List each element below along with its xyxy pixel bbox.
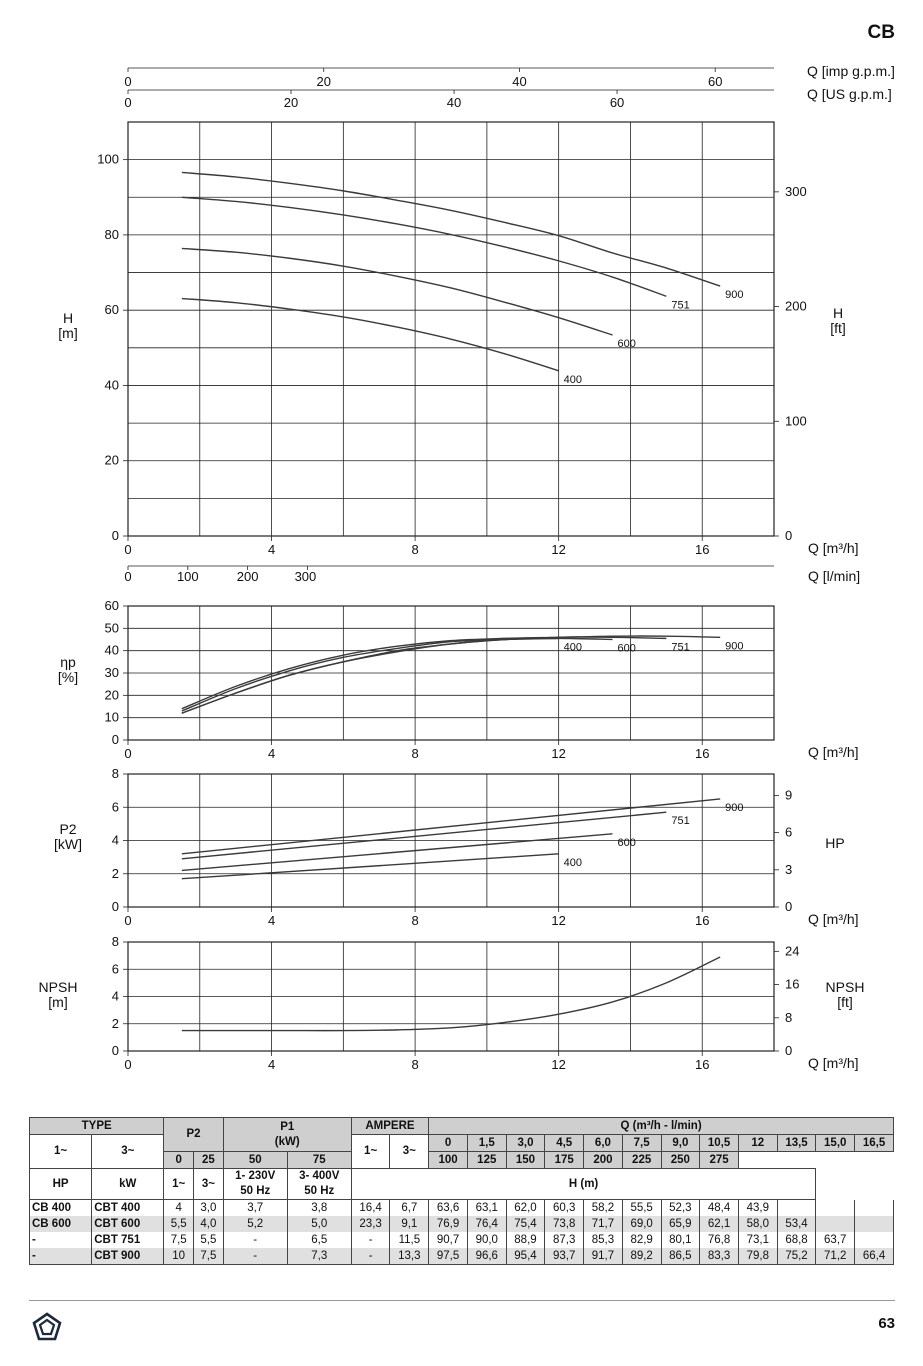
y-tick-label: 80 bbox=[104, 226, 119, 242]
table-cell bbox=[816, 1216, 855, 1232]
table-cell: 63,7 bbox=[816, 1232, 855, 1248]
q-lmin-cell: 250 bbox=[661, 1152, 700, 1169]
table-cell: 90,0 bbox=[467, 1232, 506, 1248]
table-cell: CBT 400 bbox=[92, 1200, 164, 1217]
x-tick-label: 8 bbox=[411, 542, 419, 557]
table-cell: 80,1 bbox=[661, 1232, 700, 1248]
table-cell: CBT 600 bbox=[92, 1216, 164, 1232]
y-tick-label: 0 bbox=[111, 899, 119, 914]
q-m3h-cell: 12 bbox=[738, 1135, 777, 1152]
table-cell: 75,2 bbox=[777, 1248, 816, 1265]
col-hp: HP bbox=[30, 1169, 92, 1200]
table-cell: 91,7 bbox=[584, 1248, 623, 1265]
col-type: TYPE bbox=[30, 1118, 164, 1135]
curve-600 bbox=[182, 638, 613, 713]
x-tick-label: 16 bbox=[694, 542, 710, 557]
y2-axis-label: NPSH [ft] bbox=[825, 979, 865, 1010]
table-cell: 86,5 bbox=[661, 1248, 700, 1265]
curve-label-400: 400 bbox=[563, 856, 583, 869]
y2-tick-label: 100 bbox=[785, 413, 807, 429]
curve-400 bbox=[182, 638, 559, 711]
table-cell: 6,5 bbox=[287, 1232, 351, 1248]
col-p1-3phase: 3~ bbox=[194, 1169, 224, 1200]
y-axis-label: H [m] bbox=[58, 310, 78, 341]
y-tick-label: 10 bbox=[104, 709, 119, 725]
y-tick-label: 0 bbox=[111, 732, 119, 747]
q-lmin-cell: 175 bbox=[545, 1152, 584, 1169]
pump-data-table bbox=[29, 1117, 894, 1265]
table-cell: 97,5 bbox=[429, 1248, 468, 1265]
col-kw: kW bbox=[92, 1169, 164, 1200]
y2-tick-label: 0 bbox=[785, 899, 793, 914]
x-tick-label: 16 bbox=[694, 913, 710, 928]
table-row bbox=[30, 1216, 894, 1232]
table-cell: 4 bbox=[164, 1200, 194, 1217]
top-imp-tick-label: 0 bbox=[124, 74, 132, 89]
table-cell: 62,1 bbox=[700, 1216, 739, 1232]
table-cell: 23,3 bbox=[351, 1216, 390, 1232]
x-tick-label: 8 bbox=[411, 1057, 419, 1072]
x-axis-label: Q [m³/h] bbox=[808, 540, 859, 556]
col-3phase: 3~ bbox=[92, 1135, 164, 1169]
curve-label-600: 600 bbox=[617, 836, 636, 849]
x-tick-label: 12 bbox=[551, 542, 566, 557]
y2-tick-label: 200 bbox=[785, 298, 807, 314]
x-axis-label: Q [m³/h] bbox=[808, 744, 859, 760]
col-voltage-3phase: 3- 400V 50 Hz bbox=[287, 1169, 351, 1200]
curve-600 bbox=[182, 248, 613, 335]
curve-751 bbox=[182, 637, 667, 713]
table-cell: 95,4 bbox=[506, 1248, 545, 1265]
y2-tick-label: 3 bbox=[785, 861, 793, 877]
x-tick-label: 4 bbox=[267, 913, 276, 928]
y2-tick-label: 9 bbox=[785, 787, 793, 803]
table-cell: 9,1 bbox=[390, 1216, 429, 1232]
table-cell: CBT 751 bbox=[92, 1232, 164, 1248]
q-m3h-cell: 9,0 bbox=[661, 1135, 700, 1152]
col-q: Q (m³/h - l/min) bbox=[429, 1118, 894, 1135]
y-tick-label: 0 bbox=[111, 528, 119, 543]
table-cell: 11,5 bbox=[390, 1232, 429, 1248]
y2-tick-label: 0 bbox=[785, 528, 793, 543]
brand-logo-icon bbox=[32, 1312, 62, 1342]
curve-label-900: 900 bbox=[725, 640, 744, 653]
q-m3h-cell: 6,0 bbox=[584, 1135, 623, 1152]
curve-label-600: 600 bbox=[617, 338, 636, 351]
x2-tick-label: 200 bbox=[236, 569, 259, 584]
q-m3h-cell: 3,0 bbox=[506, 1135, 545, 1152]
table-row bbox=[30, 1248, 894, 1265]
table-cell bbox=[816, 1200, 855, 1217]
x-tick-label: 0 bbox=[124, 542, 132, 557]
col-p1: P1 (kW) bbox=[223, 1118, 351, 1152]
q-m3h-cell: 0 bbox=[429, 1135, 468, 1152]
table-cell: 7,3 bbox=[287, 1248, 351, 1265]
y2-tick-label: 0 bbox=[785, 1043, 793, 1058]
page-number: 63 bbox=[878, 1315, 895, 1332]
top-imp-tick-label: 40 bbox=[512, 74, 527, 89]
table-row bbox=[30, 1200, 894, 1217]
table-cell: 71,2 bbox=[816, 1248, 855, 1265]
y-axis-label: ηp [%] bbox=[57, 654, 79, 685]
curve-label-900: 900 bbox=[725, 801, 744, 814]
q-lmin-cell: 125 bbox=[467, 1152, 506, 1169]
table-cell: CB 600 bbox=[30, 1216, 92, 1232]
y-tick-label: 30 bbox=[104, 665, 119, 680]
table-cell bbox=[855, 1232, 894, 1248]
y2-axis-label: HP bbox=[825, 835, 845, 851]
y-tick-label: 2 bbox=[111, 1015, 119, 1031]
table-cell: 43,9 bbox=[738, 1200, 777, 1217]
table-cell bbox=[855, 1216, 894, 1232]
x-tick-label: 0 bbox=[124, 913, 132, 928]
table-cell: 65,9 bbox=[661, 1216, 700, 1232]
y-tick-label: 0 bbox=[111, 1043, 119, 1058]
x-tick-label: 4 bbox=[267, 1057, 276, 1072]
curve-label-600: 600 bbox=[617, 642, 636, 655]
table-cell: 75,4 bbox=[506, 1216, 545, 1232]
y-axis-label: P2 [kW] bbox=[54, 821, 82, 852]
table-cell: 69,0 bbox=[622, 1216, 661, 1232]
table-cell: 7,5 bbox=[164, 1232, 194, 1248]
q-m3h-cell: 7,5 bbox=[622, 1135, 661, 1152]
table-cell: 5,2 bbox=[223, 1216, 287, 1232]
x-axis-label: Q [m³/h] bbox=[808, 911, 859, 927]
table-cell bbox=[855, 1200, 894, 1217]
curve-900 bbox=[182, 172, 720, 286]
table-cell: 63,1 bbox=[467, 1200, 506, 1217]
table-cell: - bbox=[351, 1232, 390, 1248]
q-lmin-cell: 100 bbox=[429, 1152, 468, 1169]
x-tick-label: 12 bbox=[551, 746, 566, 761]
table-cell: 52,3 bbox=[661, 1200, 700, 1217]
x2-axis-label: Q [l/min] bbox=[808, 568, 861, 584]
plot-frame bbox=[128, 122, 774, 536]
col-p1-1phase: 1~ bbox=[164, 1169, 194, 1200]
curve-label-400: 400 bbox=[563, 641, 583, 654]
x-tick-label: 0 bbox=[124, 1057, 132, 1072]
table-cell: - bbox=[351, 1248, 390, 1265]
table-cell: 5,5 bbox=[164, 1216, 194, 1232]
q-lmin-cell: 275 bbox=[700, 1152, 739, 1169]
table-cell: 90,7 bbox=[429, 1232, 468, 1248]
y-tick-label: 60 bbox=[104, 302, 119, 318]
table-cell: - bbox=[223, 1248, 287, 1265]
table-cell: 71,7 bbox=[584, 1216, 623, 1232]
table-cell: 60,3 bbox=[545, 1200, 584, 1217]
q-lmin-cell: 25 bbox=[194, 1152, 224, 1169]
y-tick-label: 6 bbox=[111, 961, 119, 977]
y2-tick-label: 6 bbox=[785, 824, 793, 840]
x2-tick-label: 100 bbox=[176, 569, 199, 584]
table-cell: 79,8 bbox=[738, 1248, 777, 1265]
y-tick-label: 60 bbox=[104, 598, 119, 613]
table-cell: 3,7 bbox=[223, 1200, 287, 1217]
table-cell: 6,7 bbox=[390, 1200, 429, 1217]
col-head: H (m) bbox=[351, 1169, 816, 1200]
q-lmin-cell: 150 bbox=[506, 1152, 545, 1169]
col-amp-1phase: 1~ bbox=[351, 1135, 390, 1169]
top-us-tick-label: 60 bbox=[609, 95, 625, 110]
q-m3h-cell: 13,5 bbox=[777, 1135, 816, 1152]
y2-axis-label: H [ft] bbox=[830, 305, 846, 336]
y-axis-label: NPSH [m] bbox=[38, 979, 78, 1010]
y2-tick-label: 300 bbox=[785, 183, 807, 199]
table-cell: 55,5 bbox=[622, 1200, 661, 1217]
q-m3h-cell: 1,5 bbox=[467, 1135, 506, 1152]
q-lmin-cell: 0 bbox=[164, 1152, 194, 1169]
table-cell: 73,8 bbox=[545, 1216, 584, 1232]
table-cell: 68,8 bbox=[777, 1232, 816, 1248]
table-cell: 76,8 bbox=[700, 1232, 739, 1248]
table-cell: 10 bbox=[164, 1248, 194, 1265]
table-cell: 13,3 bbox=[390, 1248, 429, 1265]
table-cell: 5,0 bbox=[287, 1216, 351, 1232]
y-tick-label: 8 bbox=[111, 766, 119, 781]
table-cell: 5,5 bbox=[194, 1232, 224, 1248]
x2-tick-label: 0 bbox=[124, 569, 132, 584]
table-cell: 58,0 bbox=[738, 1216, 777, 1232]
table-cell: 73,1 bbox=[738, 1232, 777, 1248]
x-axis-label: Q [m³/h] bbox=[808, 1055, 859, 1071]
table-cell: 96,6 bbox=[467, 1248, 506, 1265]
x-tick-label: 16 bbox=[694, 746, 710, 761]
curve-label-900: 900 bbox=[725, 289, 744, 302]
top-us-tick-label: 0 bbox=[124, 95, 132, 110]
x-tick-label: 0 bbox=[124, 746, 132, 761]
q-m3h-cell: 10,5 bbox=[700, 1135, 739, 1152]
curve-900 bbox=[182, 636, 720, 709]
y-tick-label: 20 bbox=[104, 687, 119, 703]
y-tick-label: 40 bbox=[104, 642, 119, 658]
top-imp-tick-label: 60 bbox=[707, 74, 723, 89]
q-lmin-cell: 200 bbox=[584, 1152, 623, 1169]
curve-label-751: 751 bbox=[671, 815, 690, 828]
q-lmin-cell: 225 bbox=[622, 1152, 661, 1169]
col-amp-3phase: 3~ bbox=[390, 1135, 429, 1169]
table-cell: - bbox=[30, 1232, 92, 1248]
table-cell: 63,6 bbox=[429, 1200, 468, 1217]
y-tick-label: 50 bbox=[104, 620, 119, 636]
table-cell: 53,4 bbox=[777, 1216, 816, 1232]
curve-npsh bbox=[182, 957, 720, 1031]
table-cell: CB 400 bbox=[30, 1200, 92, 1217]
table-cell: 4,0 bbox=[194, 1216, 224, 1232]
q-lmin-cell: 75 bbox=[287, 1152, 351, 1169]
table-cell: 89,2 bbox=[622, 1248, 661, 1265]
top-axis1-label: Q [imp g.p.m.] bbox=[807, 63, 895, 79]
col-1phase: 1~ bbox=[30, 1135, 92, 1169]
table-cell: 93,7 bbox=[545, 1248, 584, 1265]
table-cell: - bbox=[30, 1248, 92, 1265]
table-cell: 62,0 bbox=[506, 1200, 545, 1217]
x-tick-label: 12 bbox=[551, 1057, 566, 1072]
table-cell: 85,3 bbox=[584, 1232, 623, 1248]
table-cell: 16,4 bbox=[351, 1200, 390, 1217]
top-imp-tick-label: 20 bbox=[316, 74, 331, 89]
table-cell: 3,0 bbox=[194, 1200, 224, 1217]
table-cell: 48,4 bbox=[700, 1200, 739, 1217]
table-cell: 66,4 bbox=[855, 1248, 894, 1265]
x-tick-label: 8 bbox=[411, 746, 419, 761]
x-tick-label: 8 bbox=[411, 913, 419, 928]
x-tick-label: 4 bbox=[267, 746, 276, 761]
table-cell: 7,5 bbox=[194, 1248, 224, 1265]
col-voltage-1phase: 1- 230V 50 Hz bbox=[223, 1169, 287, 1200]
curve-label-400: 400 bbox=[563, 373, 583, 386]
table-cell: 76,4 bbox=[467, 1216, 506, 1232]
y2-tick-label: 16 bbox=[785, 976, 800, 992]
table-cell: 58,2 bbox=[584, 1200, 623, 1217]
table-cell bbox=[777, 1200, 816, 1217]
footer-divider bbox=[29, 1300, 895, 1301]
y-tick-label: 2 bbox=[111, 865, 119, 881]
x-tick-label: 4 bbox=[267, 542, 276, 557]
table-cell: 88,9 bbox=[506, 1232, 545, 1248]
table-cell: 87,3 bbox=[545, 1232, 584, 1248]
x2-tick-label: 300 bbox=[294, 569, 317, 584]
q-m3h-cell: 15,0 bbox=[816, 1135, 855, 1152]
y2-tick-label: 8 bbox=[785, 1009, 793, 1025]
x-tick-label: 12 bbox=[551, 913, 566, 928]
x-tick-label: 16 bbox=[694, 1057, 710, 1072]
q-lmin-cell: 50 bbox=[223, 1152, 287, 1169]
table-row bbox=[30, 1232, 894, 1248]
table-cell: 3,8 bbox=[287, 1200, 351, 1217]
table-cell: CBT 900 bbox=[92, 1248, 164, 1265]
y-tick-label: 8 bbox=[111, 934, 119, 949]
y-tick-label: 4 bbox=[111, 988, 119, 1004]
table-cell: - bbox=[223, 1232, 287, 1248]
y-tick-label: 6 bbox=[111, 799, 119, 815]
y-tick-label: 100 bbox=[97, 151, 119, 167]
curve-label-751: 751 bbox=[671, 641, 690, 654]
col-ampere: AMPERE bbox=[351, 1118, 428, 1135]
q-m3h-cell: 16,5 bbox=[855, 1135, 894, 1152]
top-us-tick-label: 20 bbox=[283, 95, 299, 110]
y-tick-label: 4 bbox=[111, 832, 119, 848]
top-axis2-label: Q [US g.p.m.] bbox=[807, 86, 892, 102]
table-cell: 83,3 bbox=[700, 1248, 739, 1265]
q-m3h-cell: 4,5 bbox=[545, 1135, 584, 1152]
page-series-code: CB bbox=[867, 22, 895, 43]
y2-tick-label: 24 bbox=[785, 943, 800, 959]
table-cell: 82,9 bbox=[622, 1232, 661, 1248]
curve-label-751: 751 bbox=[671, 299, 690, 312]
col-p2: P2 bbox=[164, 1118, 223, 1152]
table-cell: 76,9 bbox=[429, 1216, 468, 1232]
top-us-tick-label: 40 bbox=[446, 95, 462, 110]
y-tick-label: 20 bbox=[104, 452, 119, 468]
curve-400 bbox=[182, 299, 559, 371]
y-tick-label: 40 bbox=[104, 377, 119, 393]
